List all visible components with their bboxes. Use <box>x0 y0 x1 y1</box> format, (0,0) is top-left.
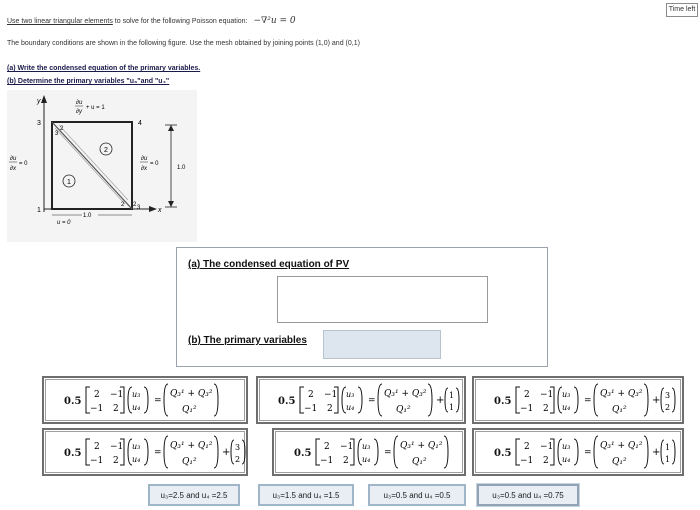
local-node-2a: 2 <box>60 126 64 132</box>
rhs-brace-left <box>164 384 168 416</box>
local-node-3b: 3 <box>137 205 141 211</box>
element-1-label: 1 <box>67 179 71 186</box>
plus-sign: + <box>436 395 445 406</box>
answer-chip[interactable]: u₃=2.5 and u₄ =2.5 <box>148 484 240 506</box>
element-2-edge <box>59 125 128 200</box>
equation-choice-tile[interactable] <box>472 376 684 424</box>
extra-brace-left <box>445 388 448 412</box>
instruction-text: to solve for the following Poisson equation: <box>114 18 248 25</box>
extra-bottom: 2 <box>235 455 241 464</box>
equation-choice-tile[interactable] <box>42 428 248 476</box>
equals-sign: = <box>154 396 162 406</box>
matrix-a22: 2 <box>113 456 119 466</box>
vector-brace-right <box>358 387 362 413</box>
bc-top-text: + u = 1 <box>86 105 105 111</box>
heading-condensed-equation: (a) The condensed equation of PV <box>188 259 350 270</box>
matrix-a11: 2 <box>94 442 100 452</box>
extra-brace-left <box>231 440 234 464</box>
element-2-label: 2 <box>104 147 108 154</box>
vector-brace-right <box>374 439 378 465</box>
matrix-a12: −1 <box>110 442 124 452</box>
vector-brace-right <box>144 387 148 413</box>
heading-primary-variables: (b) The primary variables <box>188 335 307 346</box>
coefficient: 0.5 <box>64 448 82 459</box>
y-axis-label: y <box>37 98 41 105</box>
rhs-brace-right <box>214 384 218 416</box>
extra-top: 1 <box>449 391 455 400</box>
rhs-top: Q₃¹ + Q₁² <box>400 441 443 451</box>
equation-choice-tile[interactable] <box>42 376 248 424</box>
matrix-a21: −1 <box>90 404 104 414</box>
vector-brace-right <box>574 439 578 465</box>
plus-sign: + <box>652 447 661 458</box>
bc-right-text: = 0 <box>150 161 159 167</box>
equals-sign: = <box>584 396 592 406</box>
matrix-a21: −1 <box>90 456 104 466</box>
bc-left-dx: ∂x <box>10 166 16 172</box>
extra-bottom: 2 <box>665 403 671 412</box>
rhs-brace-right <box>444 436 448 468</box>
question-b: (b) Determine the primary variables "u₃"and "u₄" <box>7 78 170 85</box>
bc-right-du: ∂u <box>141 156 148 162</box>
vector-u4: u₄ <box>362 455 371 464</box>
rhs-top: Q₃¹ + Q₁² <box>170 441 213 451</box>
vector-u3: u₃ <box>362 442 371 451</box>
extra-brace-right <box>242 440 245 464</box>
boundary-statement: The boundary conditions are shown in the following figure. Use the mesh obtained by joining points (1,0) and (0,1) <box>7 40 360 47</box>
equation-choice-tile[interactable] <box>272 428 466 476</box>
matrix-a22: 2 <box>543 404 549 414</box>
matrix-a11: 2 <box>94 390 100 400</box>
extra-brace-right <box>672 388 675 412</box>
bc-right-dx: ∂x <box>141 166 147 172</box>
mesh-diagonal <box>52 122 132 209</box>
equals-sign: = <box>368 396 376 406</box>
answer-chip[interactable]: u₃=0.5 and u₄ =0.5 <box>368 484 466 506</box>
dim-arrow-up-icon <box>168 125 174 131</box>
y-axis-arrow-icon <box>41 95 47 103</box>
matrix-a21: −1 <box>520 404 534 414</box>
vector-u4: u₄ <box>562 403 571 412</box>
rhs-brace-right <box>644 384 648 416</box>
matrix-a12: −1 <box>324 390 338 400</box>
extra-top: 3 <box>665 391 671 400</box>
matrix-a22: 2 <box>343 456 349 466</box>
plus-sign: + <box>222 447 231 458</box>
vector-u4: u₄ <box>346 403 355 412</box>
vector-u3: u₃ <box>562 442 571 451</box>
matrix-a21: −1 <box>304 404 318 414</box>
rhs-bottom: Q₁² <box>396 405 411 415</box>
poisson-equation: −∇²u = 0 <box>253 16 296 26</box>
vector-u4: u₄ <box>132 455 141 464</box>
rhs-brace-right <box>644 436 648 468</box>
mesh-figure <box>7 90 197 242</box>
answer-panel <box>176 247 548 367</box>
dim-arrow-down-icon <box>168 201 174 207</box>
extra-brace-right <box>456 388 459 412</box>
x-axis-arrow-icon <box>149 206 157 212</box>
node-1-label: 1 <box>37 207 41 214</box>
node-3-label: 3 <box>37 120 41 127</box>
x-axis-label: x <box>158 207 162 214</box>
matrix-a12: −1 <box>540 390 554 400</box>
equals-sign: = <box>584 448 592 458</box>
rhs-top: Q₃¹ + Q₁² <box>600 441 643 451</box>
vector-brace-right <box>574 387 578 413</box>
matrix-a22: 2 <box>327 404 333 414</box>
rhs-brace-right <box>428 384 432 416</box>
rhs-brace-right <box>214 436 218 468</box>
matrix-a11: 2 <box>308 390 314 400</box>
matrix-a12: −1 <box>110 390 124 400</box>
width-dimension: 1.0 <box>83 213 92 219</box>
coefficient: 0.5 <box>494 396 512 407</box>
rhs-brace-left <box>164 436 168 468</box>
rhs-top: Q₃¹ + Q₃² <box>384 389 427 399</box>
answer-chip[interactable]: u₃=0.5 and u₄ =0.75 <box>477 484 579 506</box>
local-node-2b: 2 <box>133 202 137 208</box>
instruction-link[interactable]: Use two linear triangular elements <box>7 18 113 25</box>
question-a: (a) Write the condensed equation of the primary variables. <box>7 65 201 72</box>
coefficient: 0.5 <box>294 448 312 459</box>
extra-bottom: 1 <box>449 403 455 412</box>
equation-choice-tile[interactable] <box>256 376 466 424</box>
matrix-a22: 2 <box>543 456 549 466</box>
element-1-edge <box>55 128 125 204</box>
extra-brace-right <box>672 440 675 464</box>
rhs-brace-left <box>394 436 398 468</box>
extra-top: 1 <box>665 443 671 452</box>
matrix-a22: 2 <box>113 404 119 414</box>
extra-bottom: 1 <box>665 455 671 464</box>
rhs-bottom: Q₁² <box>612 457 627 467</box>
node-2-label: 2 <box>121 202 125 208</box>
node-4-label: 4 <box>138 120 142 127</box>
equals-sign: = <box>384 448 392 458</box>
rhs-brace-left <box>378 384 382 416</box>
rhs-top: Q₃¹ + Q₃² <box>170 389 213 399</box>
vector-u4: u₄ <box>132 403 141 412</box>
matrix-a21: −1 <box>520 456 534 466</box>
coefficient: 0.5 <box>64 396 82 407</box>
rhs-brace-left <box>594 436 598 468</box>
rhs-bottom: Q₁² <box>182 457 197 467</box>
answer-chip[interactable]: u₃=1.5 and u₄ =1.5 <box>258 484 354 506</box>
rhs-top: Q₃¹ + Q₃² <box>600 389 643 399</box>
bc-top-dy: ∂y <box>76 109 82 115</box>
matrix-a12: −1 <box>540 442 554 452</box>
drop-zone-equation[interactable] <box>277 276 488 323</box>
extra-brace-left <box>661 440 664 464</box>
time-left-indicator: Time left <box>666 3 698 17</box>
bc-left-du: ∂u <box>10 156 17 162</box>
extra-brace-left <box>661 388 664 412</box>
coefficient: 0.5 <box>494 448 512 459</box>
local-node-3a: 3 <box>55 131 59 137</box>
matrix-a12: −1 <box>340 442 354 452</box>
rhs-bottom: Q₁² <box>182 405 197 415</box>
vector-u3: u₃ <box>562 390 571 399</box>
vector-brace-right <box>144 439 148 465</box>
rhs-bottom: Q₁² <box>612 405 627 415</box>
vector-u3: u₃ <box>346 390 355 399</box>
coefficient: 0.5 <box>278 396 296 407</box>
rhs-bottom: Q₁² <box>412 457 427 467</box>
problem-statement <box>7 16 296 26</box>
height-dimension: 1.0 <box>177 165 186 171</box>
vector-u4: u₄ <box>562 455 571 464</box>
bc-bottom-text: u = 0 <box>57 220 71 226</box>
matrix-a21: −1 <box>320 456 334 466</box>
bc-top-du: ∂u <box>76 100 83 106</box>
matrix-a11: 2 <box>524 390 530 400</box>
vector-u3: u₃ <box>132 390 141 399</box>
matrix-a11: 2 <box>324 442 330 452</box>
vector-u3: u₃ <box>132 442 141 451</box>
bc-left-text: = 0 <box>19 161 28 167</box>
equation-choice-tile[interactable] <box>472 428 684 476</box>
drop-zone-variables[interactable] <box>323 330 441 359</box>
rhs-brace-left <box>594 384 598 416</box>
equals-sign: = <box>154 448 162 458</box>
plus-sign: + <box>652 395 661 406</box>
extra-top: 3 <box>235 443 241 452</box>
matrix-a11: 2 <box>524 442 530 452</box>
